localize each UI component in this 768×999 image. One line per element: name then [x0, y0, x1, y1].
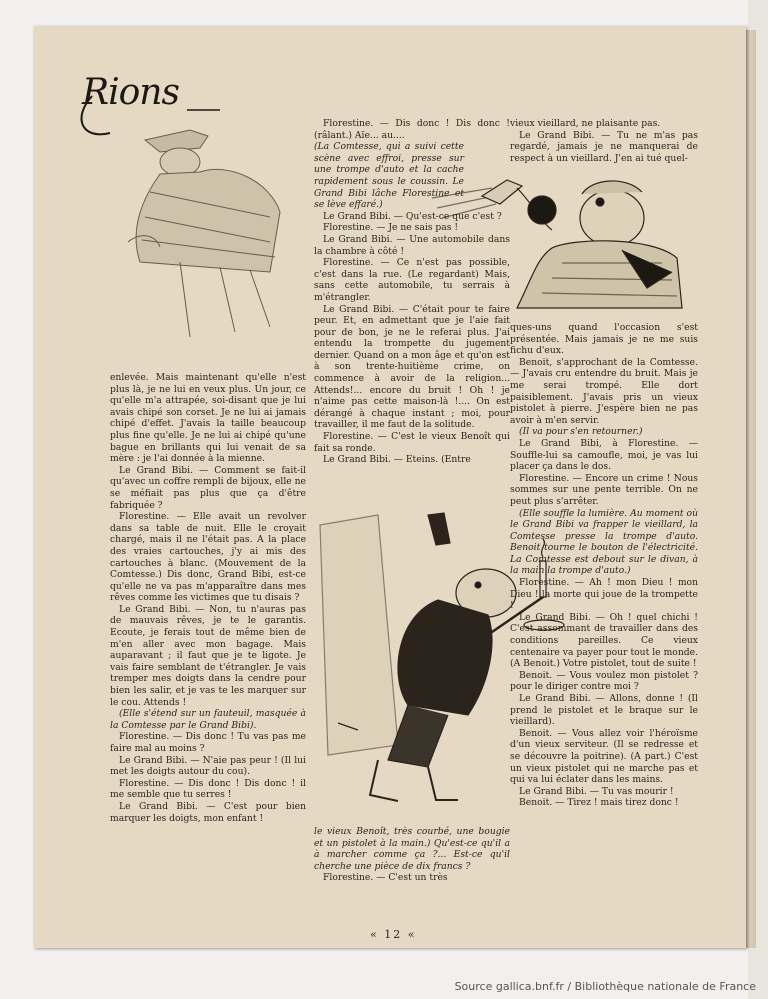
col3-paragraph: Le Grand Bibi. — Tu vas mourir ! — [519, 785, 674, 797]
col1-paragraph: enlevée. Mais maintenant qu'elle n'est plus là, je ne lui en veux plus. Un jour, ce qu'elle m'a attrapée, soi-disant que je lui avais chipé son corset. Je ne lui ai jamais chipé d'effet. J'avais la taille beaucoup plus fine qu'elle. Je ne lui ai chipé qu'une bague en brillants qui lui venait de sa mère : je l'ai donnée à la mienne. — [110, 372, 306, 465]
col3-stage-direction: (Elle souffle la lumière. Au moment où le Grand Bibi va frapper le vieillard, la Comtesse presse la trompe d'auto. Benoit tourne le bouton de l'électricité. La Comtesse est debout sur le divan, à la main la trompe d'auto.) — [510, 507, 698, 577]
col2-stage-direction: (La Comtesse, qui a suivi cette scène avec effroi, presse sur une trompe d'auto et la cache rapidement sous le coussin. Le Grand Bibi lâche Florestine et se lève effaré.) — [314, 141, 464, 211]
col3-paragraph: Le Grand Bibi. — Tu ne m'as pas regardé, jamais je ne manquerai de respect à un vieillard. J'en ai tué quel- — [510, 129, 698, 164]
col2-paragraph: Florestine. — Ce n'est pas possible, c'est dans la rue. (Le regardant) Mais, sans cette automobile, tu serrais à m'étrangler. — [314, 257, 510, 303]
col3-paragraph: vieux vieillard, ne plaisante pas. — [510, 118, 661, 129]
col3-paragraph: ques-uns quand l'occasion s'est présentée. Mais jamais je ne me suis fichu d'eux. — [510, 322, 698, 357]
col2-paragraph: Le Grand Bibi. — Eteins. (Entre — [323, 454, 471, 466]
text-column-middle-top — [314, 118, 510, 466]
col3-paragraph: Benoit. — Tirez ! mais tirez donc ! — [519, 797, 679, 809]
col3-stage-direction: (Il va pour s'en retourner.) — [519, 426, 643, 438]
page-number: « 12 « — [370, 928, 417, 941]
col1-paragraph: Florestine. — Elle avait un revolver dans sa table de nuit. Elle le croyait chargé, mais il ne l'était pas. A la place des vraies cartouches, j'y ai mis des cartouches à blanc. (Mouvement de la Comtesse.) Dis donc, Grand Bibi, est-ce qu'elle ne va pas m'apparaître dans mes rêves comme les victimes que tu disais ? — [110, 511, 306, 604]
col1-paragraph: Le Grand Bibi. — Comment se fait-il qu'avec un coffre rempli de bijoux, elle ne se méfiait pas plus que ça d'être fabriquée ? — [110, 464, 306, 511]
col2-stage-direction: le vieux Benoît, très courbé, une bougie et un pistolet à la main.) Qu'est-ce qu'il a à marcher comme ça ?... Est-ce qu'il cherche une pièce de dix francs ? — [314, 826, 510, 872]
col2-paragraph: Le Grand Bibi. — Qu'est-ce que c'est ? — [323, 210, 502, 222]
page-edge — [746, 30, 756, 948]
col3-paragraph: Florestine. — Ah ! mon Dieu ! mon Dieu ! la morte qui joue de la trompette ! — [510, 577, 698, 612]
text-column-middle-bottom — [314, 826, 510, 884]
col2-paragraph: Le Grand Bibi. — C'était pour te faire peur. Et, en admettant que je l'aie fait pour de bon, je ne le referai plus. J'ai entendu la trompette du jugement dernier. Quand on a mon âge et qu'on est à son trente-huitième crime, on commence à avoir de la religion... Attends!... encore du bruit ! Oh ! je n'aime pas cette maison-là !.... On est dérangé à chaque instant ; moi, pour travailler, il me faut de la solitude. — [314, 303, 510, 431]
col3-paragraph: Benoit. — Vous allez voir l'héroïsme d'un vieux serviteur. (Il se redresse et se découvre la poitrine). (A part.) C'est un vieux pistolet qui ne marche pas et qui va lui éclater dans les mains. — [510, 727, 698, 786]
col1-paragraph: Le Grand Bibi. — N'aie pas peur ! (Il lui met les doigts autour du cou). — [110, 754, 306, 778]
col3-paragraph: Benoit, s'approchant de la Comtesse. — J'avais cru entendre du bruit. Mais je me serai trompé. Elle dort paisiblement. J'avais pris un vieux pistolet à pierre. J'espère bien ne pas avoir à m'en servir. — [510, 356, 698, 426]
col1-paragraph: Florestine. — Dis donc ! Dis donc ! il me semble que tu serres ! — [110, 777, 306, 801]
col2-paragraph: Le Grand Bibi. — Une automobile dans la chambre à côté ! — [314, 233, 510, 257]
text-column-left — [110, 372, 306, 824]
col3-paragraph: Benoit. — Vous voulez mon pistolet ? pour le diriger contre moi ? — [510, 669, 698, 693]
col3-paragraph: Florestine. — Encore un crime ! Nous sommes sur une pente terrible. On ne peut plus s'arrêter. — [510, 472, 698, 507]
col1-stage-direction: (Elle s'étend sur un fauteuil, masquée à la Comtesse par le Grand Bibi). — [110, 708, 306, 731]
col2-paragraph: Florestine. — C'est un très — [323, 872, 448, 884]
text-column-right-bottom — [510, 322, 698, 809]
col3-paragraph: Le Grand Bibi, à Florestine. — Souffle-lui sa camoufle, moi, je vas lui placer ça dans le dos. — [510, 437, 698, 473]
page-title: Rions — [82, 72, 179, 113]
col3-paragraph: Le Grand Bibi. — Allons, donne ! (Il prend le pistolet et le braque sur le vieillard). — [510, 693, 698, 728]
col1-paragraph: Le Grand Bibi. — C'est pour bien marquer les doigts, mon enfant ! — [110, 800, 306, 824]
col2-paragraph: Florestine. — Je ne sais pas ! — [323, 222, 459, 234]
col2-paragraph: Florestine. — C'est le vieux Benoît qui fait sa ronde. — [314, 431, 510, 454]
col2-paragraph: Florestine. — Dis donc ! Dis donc ! (râlant.) Aïe... au.... — [314, 118, 510, 141]
col1-paragraph: Le Grand Bibi. — Non, tu n'auras pas de mauvais rêves, je te le garantis. Ecoute, je ferais tout de même bien de m'en aller avec mon bagage. Mais auparavant ; il faut que je te ligote. Je vais faire semblant de t'étrangler. Je vais tremper mes doigts dans la cendre pour bien les salir, et je vas te les marquer sur le cou. Attends ! — [110, 603, 306, 708]
col3-paragraph: Le Grand Bibi. — Oh ! quel chichi ! C'est assommant de travailler dans des conditions pareilles. Ce vieux centenaire va payer pour tout le monde. (A Benoit.) Votre pistolet, tout de suite ! — [510, 611, 698, 670]
col1-paragraph: Florestine. — Dis donc ! Tu vas pas me faire mal au moins ? — [110, 731, 306, 754]
illustration-man-top-left — [120, 122, 310, 342]
text-column-right-top — [510, 118, 698, 164]
source-footer: Source gallica.bnf.fr / Bibliothèque nationale de France — [454, 980, 756, 993]
